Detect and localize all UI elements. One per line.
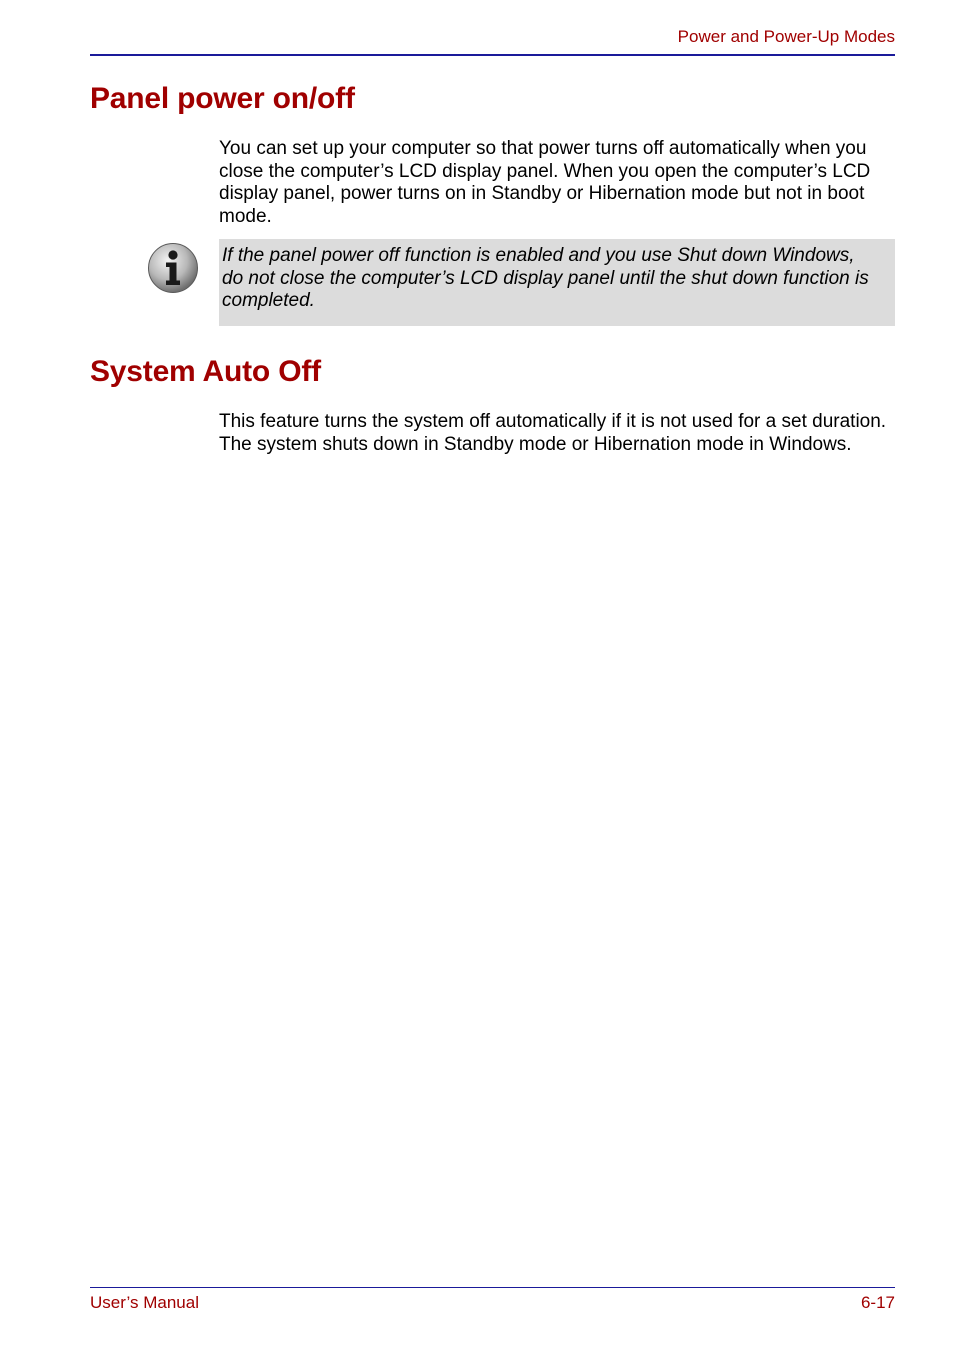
- info-icon: [147, 242, 199, 294]
- note-text: If the panel power off function is enabled and you use Shut down Windows, do not close the computer’s LCD display panel until the shut down function is completed.: [222, 245, 869, 312]
- page-number: 6-17: [860, 1293, 895, 1312]
- section-heading-panel-power: Panel power on/off: [90, 82, 355, 115]
- header-rule: [90, 54, 895, 56]
- note-box: [219, 239, 895, 326]
- panel-power-paragraph: You can set up your computer so that power turns off automatically when you close the computer’s LCD display panel. When you open the computer’s LCD display panel, power turns on in Standby or Hibernation mode but not in boot mode.: [219, 138, 871, 227]
- section-heading-system-auto-off: System Auto Off: [90, 355, 321, 388]
- footer-rule: [90, 1287, 895, 1288]
- footer-manual-title: User’s Manual: [90, 1293, 199, 1312]
- system-auto-off-paragraph: This feature turns the system off automatically if it is not used for a set duration. The system shuts down in Standby mode or Hibernation mode in Windows.: [219, 411, 887, 455]
- running-header-title: Power and Power-Up Modes: [677, 27, 895, 46]
